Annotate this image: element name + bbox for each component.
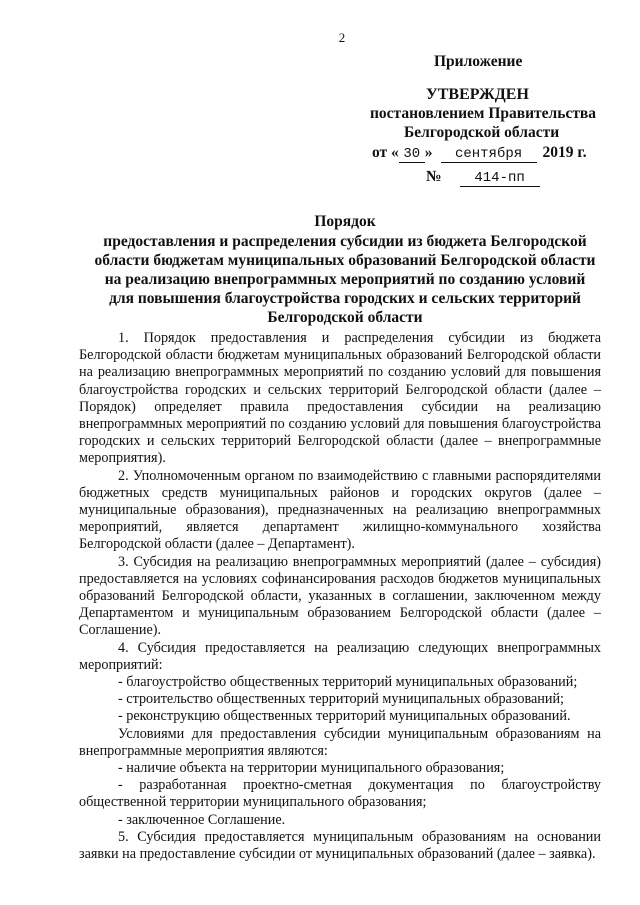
paragraph-3: 3. Субсидия на реализацию внепрограммных мероприятий (далее – субсидия) предоставляется на условиях софинансирования расходов бюджетов муниципальных образований Белгородской области, указанных в соглашении, заключенном между Департаментом и муниципальным образованием Белгородской области (далее – Соглашение).: [79, 553, 601, 639]
region-label: Белгородской области: [404, 124, 560, 141]
list-item: - реконструкцию общественных территорий муниципальных образований.: [118, 708, 571, 725]
list-item: - разработанная проектно-сметная документация по благоустройству общественной территории муниципального образования;: [79, 777, 601, 811]
conditions-paragraph: Условиями для предоставления субсидии муниципальным образованиям на внепрограммные мероприятия являются:: [79, 725, 601, 759]
approved-label: УТВЕРЖДЕН: [426, 86, 529, 103]
title-line: предоставления и распределения субсидии из бюджета Белгородской: [103, 233, 587, 250]
document-body: [79, 330, 601, 863]
title-heading: Порядок: [314, 213, 376, 230]
title-line: для повышения благоустройства городских и сельских территорий: [109, 290, 581, 307]
number-value: 414-пп: [460, 170, 540, 187]
decree-label: постановлением Правительства: [370, 105, 597, 122]
list-item: - строительство общественных территорий муниципальных образований;: [118, 691, 564, 708]
number-label: №: [426, 168, 442, 185]
date-month: сентября: [441, 146, 537, 163]
approval-block: [340, 52, 610, 187]
title-line: области бюджетам муниципальных образований Белгородской области: [94, 252, 596, 269]
appendix-label: Приложение: [434, 53, 523, 70]
paragraph-2: 2. Уполномоченным органом по взаимодействию с главными распорядителями бюджетных средств муниципальных районов и городских округов (далее – муниципальные образования), предназначенных на реализацию внепрограммных мероприятий, является департамент жилищно-коммунального хозяйства Белгородской области (далее – Департамент).: [79, 467, 601, 553]
decree-number: [426, 167, 610, 187]
date-year: 2019 г.: [542, 144, 587, 161]
paragraph-1: 1. Порядок предоставления и распределения субсидии из бюджета Белгородской области бюджетам муниципальных образований Белгородской области на реализацию внепрограммных мероприятий по созданию условий для повышения благоустройства городских и сельских территорий Белгородской области (далее – Порядок) определяет правила предоставления субсидии на реализацию внепрограммных мероприятий по созданию условий для повышения благоустройства городских и сельских территорий Белгородской области (далее – внепрограммные мероприятия).: [79, 330, 601, 467]
page-number: 2: [338, 30, 346, 45]
list-item: - наличие объекта на территории муниципального образования;: [118, 760, 505, 777]
paragraph-4: 4. Субсидия предоставляется на реализацию следующих внепрограммных мероприятий:: [79, 639, 601, 673]
date-mid: »: [424, 144, 433, 161]
title-line: Белгородской области: [267, 309, 423, 326]
date-day: 30: [399, 146, 425, 163]
list-item: - благоустройство общественных территорий муниципальных образований;: [118, 674, 578, 691]
paragraph-5: 5. Субсидия предоставляется муниципальным образованиям на основании заявки на предоставление субсидии от муниципальных образований (далее – заявка).: [79, 828, 601, 863]
list-item: - заключенное Соглашение.: [118, 811, 286, 828]
date-prefix: от «: [372, 144, 399, 161]
decree-date: [372, 143, 610, 163]
title-line: на реализацию внепрограммных мероприятий по созданию условий: [104, 271, 586, 288]
document-title: [60, 212, 630, 327]
